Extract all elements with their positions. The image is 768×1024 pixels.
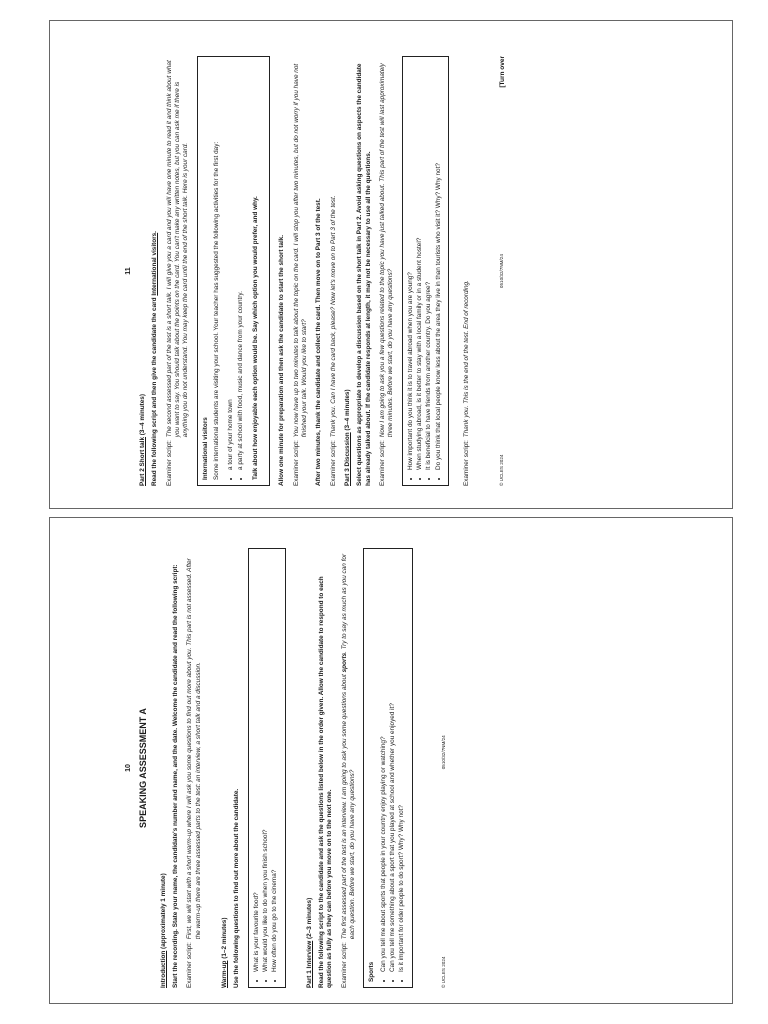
part2-script: Examiner script: The second assessed part of the test is a short talk. I will give you a card and you will have one minute to read it and think about what you want to say. You should talk about the points on the card. You can't make any written notes, but you can ask me if there is anything you do not understand. You may keep the card until the end of the short talk. Here is your card. — [165, 60, 190, 486]
part1-instruction: Read the following script to the candidate and ask the questions listed below in the order given. Allow the candidate to respond to each question as fully as they can before you move on to the next one. — [318, 576, 334, 988]
part2-script-3: Examiner script: Thank you. Can I have the card back, please? Now let's move on to Part 3 of the test. — [329, 195, 337, 486]
part2-heading: Part 2 Short talk (3–4 minutes) — [139, 394, 147, 486]
turn-over-label: [Turn over — [499, 56, 507, 88]
page-11-content — [122, 56, 732, 486]
list-item: • Can you tell me something about a sport that you played at school and whether you enjoyed it? — [389, 554, 397, 972]
page-footer — [441, 548, 447, 988]
list-item: • Do you think that local people know less about the area they live in than tourists who visit it? Why? Why not? — [435, 62, 443, 470]
copyright: © UCLES 2024 — [440, 956, 446, 988]
page-10-sheet — [49, 517, 733, 1004]
page-11-sheet — [49, 20, 733, 509]
page-number: 11 — [125, 267, 132, 275]
warmup-instruction: Use the following questions to find out more about the candidate. — [233, 788, 241, 988]
list-item: • When studying abroad, is it better to stay with a local family or in a student hostel? — [416, 62, 424, 470]
part2-instruction: Read the following script and then give the candidate the card International visitors. — [151, 231, 159, 486]
part3-heading: Part 3 Discussion (3–4 minutes) — [344, 389, 352, 486]
closing-script: Examiner script: Thank you. This is the end of the test. End of recording. — [462, 280, 470, 486]
discussion-questions-box — [402, 56, 449, 486]
part1-heading: Part 1 Interview (2–3 minutes) — [305, 897, 313, 988]
part3-instruction: Select questions as appropriate to develop a discussion based on the short talk in Part 2. Avoid asking questions on aspects the candidate has already talked about. If the candidate responds at length, it may not be necessary to use all the questions. — [356, 63, 372, 486]
list-item: • a tour of your home town — [227, 62, 235, 470]
box-title: Sports — [368, 961, 376, 982]
list-item: • What is your favourite food? — [253, 554, 261, 972]
box-title: International visitors — [201, 417, 209, 480]
introduction-heading: Introduction (approximately 1 minute) — [159, 873, 167, 988]
page-number: 10 — [125, 764, 132, 772]
paper-code: 0510/32/7NM/24 — [440, 735, 446, 770]
international-visitors-card — [197, 56, 271, 486]
list-item: • a party at school with food, music and dance from your country. — [237, 62, 245, 470]
card-text: Some international students are visiting your school. Your teacher has suggested the following activities for the first day: — [213, 141, 221, 480]
list-item: • Can you tell me about sports that people in your country enjoy playing or watching? — [380, 554, 388, 972]
copyright: © UCLES 2024 — [499, 454, 505, 486]
after-talk-instruction: After two minutes, thank the candidate and collect the card. Then move on to Part 3 of the test. — [315, 198, 323, 486]
part3-script: Examiner script: Now I am going to ask you a few questions related to the topic you have just talked about. This part of the test will last approximately three minutes. Before we start, do you have any questions? — [379, 63, 395, 486]
paper-code: 0510/32/7NM/24 — [499, 254, 505, 289]
warmup-questions-box — [248, 548, 286, 988]
list-item: • It is beneficial to have friends from another country. Do you agree? — [425, 62, 433, 470]
page-footer — [499, 56, 507, 486]
list-item: • How important do you think it is to travel abroad when you are young? — [407, 62, 415, 470]
sports-questions-box — [363, 548, 412, 988]
warmup-heading: Warm-up (1–2 minutes) — [221, 917, 229, 988]
list-item: • Is it important for older people to do sport? Why? Why not? — [398, 554, 406, 972]
page-10-content — [122, 548, 732, 988]
preparation-instruction: Allow one minute for preparation and then ask the candidate to start the short talk. — [278, 234, 286, 486]
card-prompt: Talk about how enjoyable each option would be. Say which option you would prefer, and why. — [252, 196, 260, 480]
introduction-instruction: Start the recording. State your name, the candidate's number and name, and the date. Welcome the candidate and read the following script: — [172, 564, 180, 988]
introduction-script: Examiner script: First, we will start with a short warm-up where I will ask you some questions to find out more about you. This part is not assessed. After the warm-up there are three assessed parts to the test: an interview, a short talk and a discussion. — [186, 558, 202, 988]
list-item: • What would you like to do when you finish school? — [262, 554, 270, 972]
part1-script: Examiner script: The first assessed part of the test is an interview. I am going to ask you some questions about sports. Try to say as much as you can for each question. Before we start, do you have any questions? — [340, 553, 357, 988]
part2-script-2: Examiner script: You now have up to two minutes to talk about the topic on the card. I will stop you after two minutes, but do not worry if you have not finished your talk. Would you like to start? — [292, 63, 309, 486]
list-item: • How often do you go to the cinema? — [271, 554, 279, 972]
page-title: SPEAKING ASSESSMENT A — [138, 708, 149, 828]
